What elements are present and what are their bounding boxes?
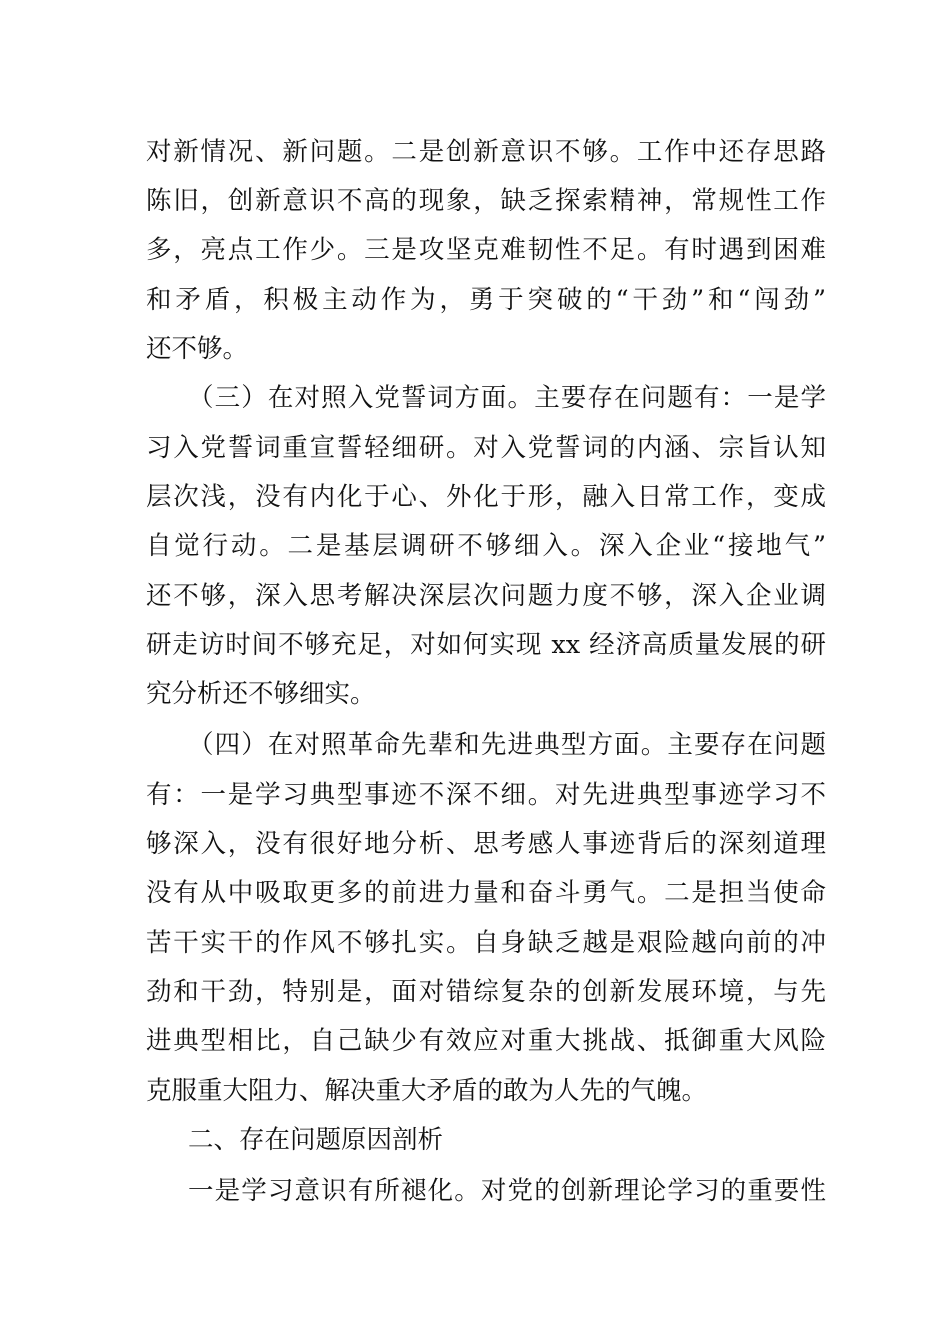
text-line: 克服重大阻力、解决重大矛盾的敢为人先的气魄。	[146, 1076, 708, 1106]
text-line: 还不够。	[146, 334, 249, 364]
text-line: 有：一是学习典型事迹不深不细。对先进典型事迹学习不	[146, 780, 826, 810]
text-line: 还不够，深入思考解决深层次问题力度不够，深入企业调	[146, 581, 826, 611]
text-line: 层次浅，没有内化于心、外化于形，融入日常工作，变成	[146, 482, 826, 512]
text-line: 进典型相比，自己缺少有效应对重大挑战、抵御重大风险	[146, 1026, 826, 1056]
paragraph-heading-three: （三）在对照入党誓词方面。主要存在问题有：一是学	[188, 383, 826, 413]
text-line: 劲和干劲，特别是，面对错综复杂的创新发展环境，与先	[146, 977, 826, 1007]
text-line: 陈旧，创新意识不高的现象，缺乏探索精神，常规性工作	[146, 186, 826, 216]
text-line: 究分析还不够细实。	[146, 679, 376, 709]
text-line: 多，亮点工作少。三是攻坚克难韧性不足。有时遇到困难	[146, 235, 826, 265]
text-line: 没有从中吸取更多的前进力量和奋斗勇气。二是担当使命	[146, 878, 826, 908]
paragraph-heading-four: （四）在对照革命先辈和先进典型方面。主要存在问题	[188, 730, 826, 760]
section-heading: 二、存在问题原因剖析	[188, 1125, 444, 1155]
text-line: 对新情况、新问题。二是创新意识不够。工作中还存思路	[146, 137, 826, 167]
text-line: 和矛盾，积极主动作为，勇于突破的“干劲”和“闯劲”	[146, 285, 826, 315]
text-line: 习入党誓词重宣誓轻细研。对入党誓词的内涵、宗旨认知	[146, 433, 826, 463]
text-line: 一是学习意识有所褪化。对党的创新理论学习的重要性	[188, 1176, 826, 1206]
text-line: 研走访时间不够充足，对如何实现 xx 经济高质量发展的研	[146, 630, 826, 660]
text-line: 够深入，没有很好地分析、思考感人事迹背后的深刻道理	[146, 829, 826, 859]
text-line: 苦干实干的作风不够扎实。自身缺乏越是艰险越向前的冲	[146, 928, 826, 958]
text-line: 自觉行动。二是基层调研不够细入。深入企业“接地气”	[146, 531, 826, 561]
